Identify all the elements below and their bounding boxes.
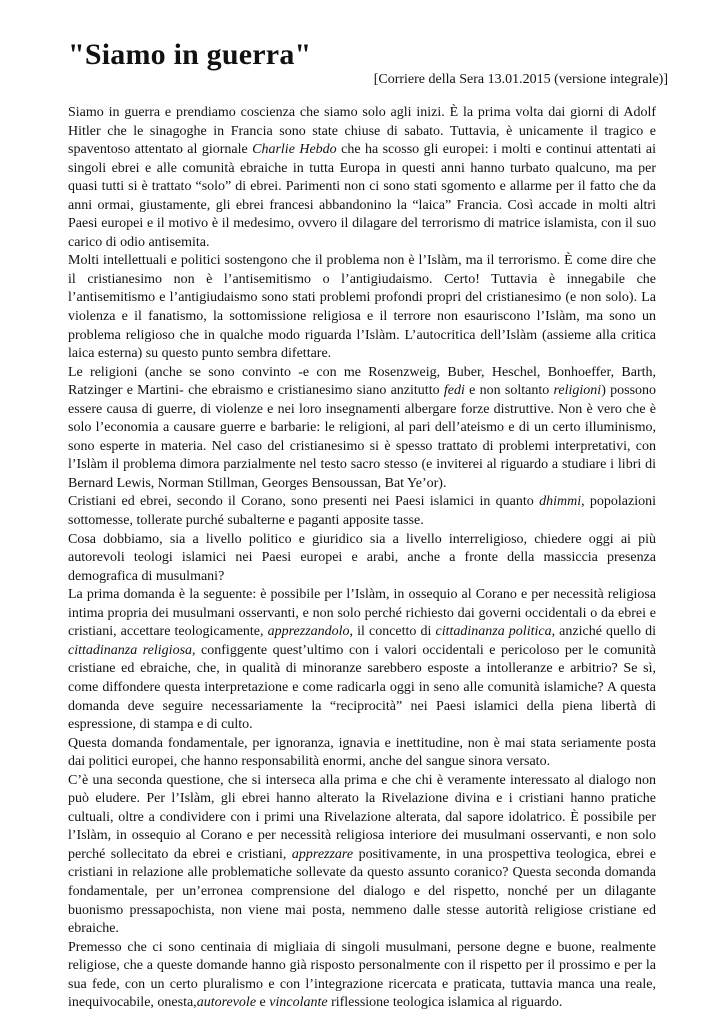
- italic-text: vincolante: [269, 995, 328, 1011]
- article-source: [Corriere della Sera 13.01.2015 (versione integrale)]: [373, 72, 668, 87]
- paragraph-text: , anziché quello di: [551, 624, 656, 640]
- article-paragraph: [68, 104, 656, 252]
- italic-text: apprezzare: [291, 846, 354, 862]
- paragraph-text: e non soltanto: [464, 383, 554, 399]
- article-paragraph: [68, 252, 656, 363]
- article-paragraph: [68, 364, 656, 494]
- article-paragraph: [68, 939, 656, 1013]
- italic-text: Charlie Hebdo: [252, 142, 337, 158]
- italic-text: cittadinanza politica: [435, 624, 552, 640]
- paragraph-text: , il concetto di: [349, 624, 436, 640]
- italic-text: dhimmi: [539, 494, 582, 510]
- paragraph-text: Premesso che ci sono centinaia di migliaia di singoli musulmani, persone degne e buone, realmente religiose, che a queste domande hanno già risposto personalmente con il rispetto per il prossimo e per la sua fede, con un certo pluralismo e con l’integrazione ricercata e praticata, tuttavia manca una reale, inequivocabile, onesta,: [68, 939, 656, 1011]
- paragraph-text: Molti intellettuali e politici sostengono che il problema non è l’Islàm, ma il terrorismo. È come dire che il cristianesimo non è l’antisemitismo o l’antigiudaismo. Certo! Tuttavia è innegabile che l’antisemitismo e l’antigiudaismo sono stati problemi profondi propri del cristianesimo (e non solo). La violenza e il fanatismo, la sottomissione religiosa e il terrore non esauriscono l’Islàm, ma sono un problema religioso che in qualche modo riguarda l’Islàm. L’autocritica dell’Islàm (assieme alla critica laica esterna) su questo punto sembra difettare.: [68, 253, 656, 362]
- article-paragraph: [68, 531, 656, 587]
- italic-text: fedi: [443, 383, 465, 399]
- italic-text: autorevole: [196, 995, 257, 1011]
- paragraph-text: positivamente, in una prospettiva teologica, ebrei e cristiani in relazione alle problematiche sollevate da questo assunto coranico? Questa seconda domanda fondamentale, per un’erronea comprensione del dialogo e del rispetto, nonché per un dilagante buonismo pressapochista, non viene mai posta, nemmeno dalle stesse autorità religiose cristiane ed ebraiche.: [68, 846, 656, 937]
- italic-text: apprezzandolo: [267, 624, 350, 640]
- paragraph-text: ) possono essere causa di guerre, di violenze e nei loro insegnamenti albergare forze distruttive. Non è vero che è solo l’economia a causare guerre e barbarie: le religioni, al pari dell’ateismo e di un certo illuminismo, sono esperte in materia. Nel caso del cristianesimo si è spesso trattato di problemi interpretativi, con l’Islàm il problema dimora parzialmente nel testo sacro stesso (e inviterei al riguardo a studiare i libri di Bernard Lewis, Norman Stillman, Georges Bensoussan, Bat Ye’or).: [68, 383, 657, 491]
- paragraph-text: Siamo in guerra e prendiamo coscienza che siamo solo agli inizi. È la prima volta dai giorni di Adolf Hitler che le sinagoghe in Francia sono state chiuse di sabato. Tuttavia, è unicamente il tragico e spaventoso attentato al giornale: [68, 105, 656, 158]
- paragraph-text: Cosa dobbiamo, sia a livello politico e giuridico sia a livello interreligioso, chiedere oggi ai più autorevoli teologi islamici nei Paesi europei e arabi, anche a fronte della massiccia presenza demografica di musulmani?: [68, 531, 656, 584]
- paragraph-text: La prima domanda è la seguente: è possibile per l’Islàm, in ossequio al Corano e per necessità religiosa intima propria dei musulmani osservanti, e non solo perché richiesto dai governi occidentali o da ebrei e cristiani, accettare teologicamente,: [68, 587, 656, 640]
- italic-text: cittadinanza religiosa: [68, 642, 193, 658]
- paragraph-text: C’è una seconda questione, che si interseca alla prima e che chi è veramente interessato al dialogo non può eludere. Per l’Islàm, gli ebrei hanno alterato la Rivelazione divina e i cristiani hanno pratiche cultuali, oltre a condividere con i primi una Rivelazione alterata, dal sapore idolatrico. È possibile per l’Islàm, in ossequio al Corano e per necessità religiosa interiore dei musulmani osservanti, e non solo perché sollecitato da ebrei e cristiani,: [68, 772, 656, 862]
- article-title: "Siamo in guerra": [68, 38, 312, 71]
- paragraph-text: Le religioni (anche se sono convinto -e con me Rosenzweig, Buber, Heschel, Bonhoeffer, Barth, Ratzinger e Martini- che ebraismo e cristianesimo siano anzitutto: [68, 364, 656, 399]
- article-body: [68, 104, 656, 1013]
- paragraph-text: che ha scosso gli europei: i molti e continui attentati ai singoli ebrei e alle comunità ebraiche in tutta Europa in questi anni hanno turbato qualcuno, ma per quasi tutti si è trattato “solo” di ebrei. Parimenti non ci sono stati sgomento e allarme per il fatto che da anni ormai, giustamente, gli ebrei francesi abbandonino la “laica” Francia. Così accade in molti altri Paesi europei e il motivo è il medesimo, ovvero il dilagare del terrorismo di matrice islamista, con il suo carico di odio antisemita.: [68, 142, 657, 250]
- paragraph-text: e: [256, 995, 270, 1011]
- paragraph-text: , configgente quest’ultimo con i valori occidentali e pericoloso per le comunità cristiane ed ebraiche, che, in qualità di minoranze sarebbero esposte a intolleranze e arbitrio? Se sì, come diffondere questa interpretazione e come radicarla oggi in seno alle comunità islamiche? A questa domanda deve seguire necessariamente la “reciprocità” nei Paesi islamici della piena libertà di espressione, di stampa e di culto.: [68, 642, 656, 733]
- paragraph-text: Questa domanda fondamentale, per ignoranza, ignavia e inettitudine, non è mai stata seriamente posta dai politici europei, che hanno responsabilità enormi, anche del sangue sinora versato.: [68, 735, 656, 770]
- article-paragraph: [68, 772, 656, 939]
- article-paragraph: [68, 493, 656, 530]
- article-paragraph: [68, 586, 656, 734]
- article-paragraph: [68, 735, 656, 772]
- paragraph-text: Cristiani ed ebrei, secondo il Corano, sono presenti nei Paesi islamici in quanto: [68, 494, 540, 510]
- paragraph-text: riflessione teologica islamica al riguardo.: [327, 995, 563, 1011]
- paragraph-text: , popolazioni sottomesse, tollerate purché subalterne e paganti apposite tasse.: [68, 494, 656, 529]
- italic-text: religioni: [553, 383, 602, 399]
